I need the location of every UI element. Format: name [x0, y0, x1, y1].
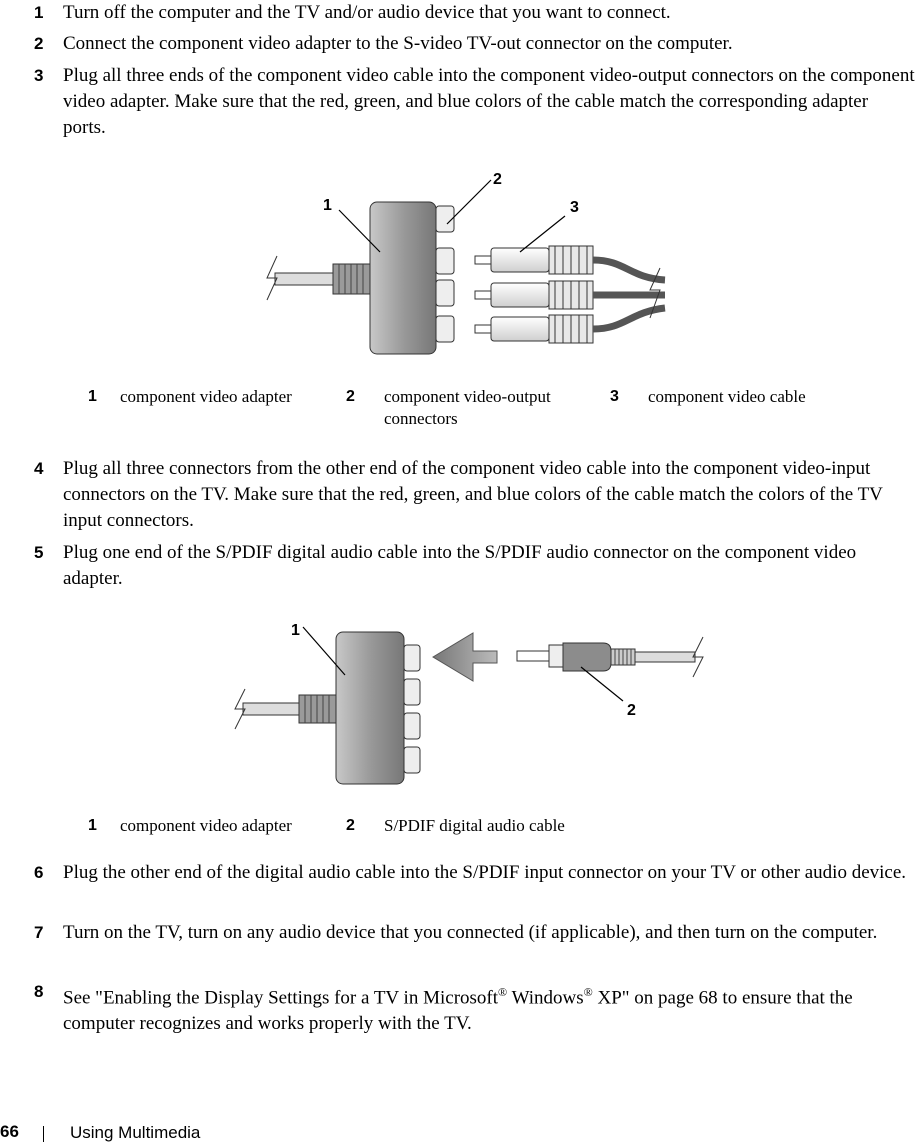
cable-strands [593, 260, 665, 329]
callout-3: 3 [570, 199, 579, 216]
callout-1: 1 [323, 197, 332, 214]
legend-num: 2 [346, 388, 355, 405]
figure-component-cable-diagram [255, 160, 685, 365]
adapter-ports [404, 645, 420, 773]
callout-2: 2 [627, 702, 636, 719]
step-text: Turn on the TV, turn on any audio device that you connected (if applicable), and then turn on the computer. [63, 922, 878, 943]
legend-num: 1 [88, 388, 97, 405]
step-number: 1 [34, 3, 44, 22]
adapter-ports [436, 206, 454, 342]
step-text: Plug one end of the S/PDIF digital audio cable into the S/PDIF audio connector on the component video adapter. [63, 542, 857, 589]
step-text [63, 979, 915, 1037]
s-video-cable [267, 256, 371, 300]
step-number: 4 [34, 459, 44, 478]
callout-1: 1 [291, 622, 300, 639]
page-number: 66 [0, 1122, 19, 1141]
spdif-audio-cable [517, 637, 703, 677]
footer-divider [43, 1126, 44, 1142]
registered-mark: ® [583, 985, 593, 999]
section-title: Using Multimedia [70, 1123, 201, 1142]
legend-label: component video-output connectors [384, 387, 551, 428]
legend-label: component video cable [648, 387, 806, 406]
legend-num: 3 [610, 388, 619, 405]
figure1-legend [0, 386, 917, 432]
step-number: 3 [34, 66, 44, 85]
step-text-part: XP" on page 68 to ensure that the computer recognizes and works properly with the TV. [63, 987, 853, 1035]
s-video-cable [235, 689, 337, 729]
figure2-legend [0, 815, 917, 839]
legend-label: component video adapter [120, 816, 292, 835]
component-video-cable-plugs [475, 246, 593, 343]
component-video-adapter [370, 202, 436, 354]
insert-arrow [433, 633, 497, 681]
step-text-part: See "Enabling the Display Settings for a TV in Microsoft [63, 987, 499, 1009]
legend-num: 2 [346, 817, 355, 834]
callout-2: 2 [493, 171, 502, 188]
step-text: Turn off the computer and the TV and/or audio device that you want to connect. [63, 2, 671, 23]
legend-num: 1 [88, 817, 97, 834]
legend-label: component video adapter [120, 387, 292, 406]
step-number: 2 [34, 34, 44, 53]
component-video-adapter [336, 632, 404, 784]
registered-mark: ® [498, 985, 508, 999]
step-text-part: Windows [507, 987, 584, 1009]
step-text: Connect the component video adapter to the S-video TV-out connector on the computer. [63, 33, 733, 54]
step-number: 7 [34, 923, 44, 942]
step-text: Plug all three ends of the component video cable into the component video-output connectors on the component video adapter. Make sure that the red, green, and blue colors of the cable match the corresponding adapter ports. [63, 65, 915, 138]
step-text: Plug the other end of the digital audio cable into the S/PDIF input connector on your TV or other audio device. [63, 862, 907, 883]
step-number: 6 [34, 863, 44, 882]
step-text: Plug all three connectors from the other end of the component video cable into the component video-input connectors on the TV. Make sure that the red, green, and blue colors of the cable match the colors of the TV input connectors. [63, 458, 883, 531]
figure-spdif-cable-diagram [225, 615, 725, 795]
legend-label: S/PDIF digital audio cable [384, 816, 565, 835]
step-number: 5 [34, 543, 44, 562]
step-number: 8 [34, 982, 44, 1001]
